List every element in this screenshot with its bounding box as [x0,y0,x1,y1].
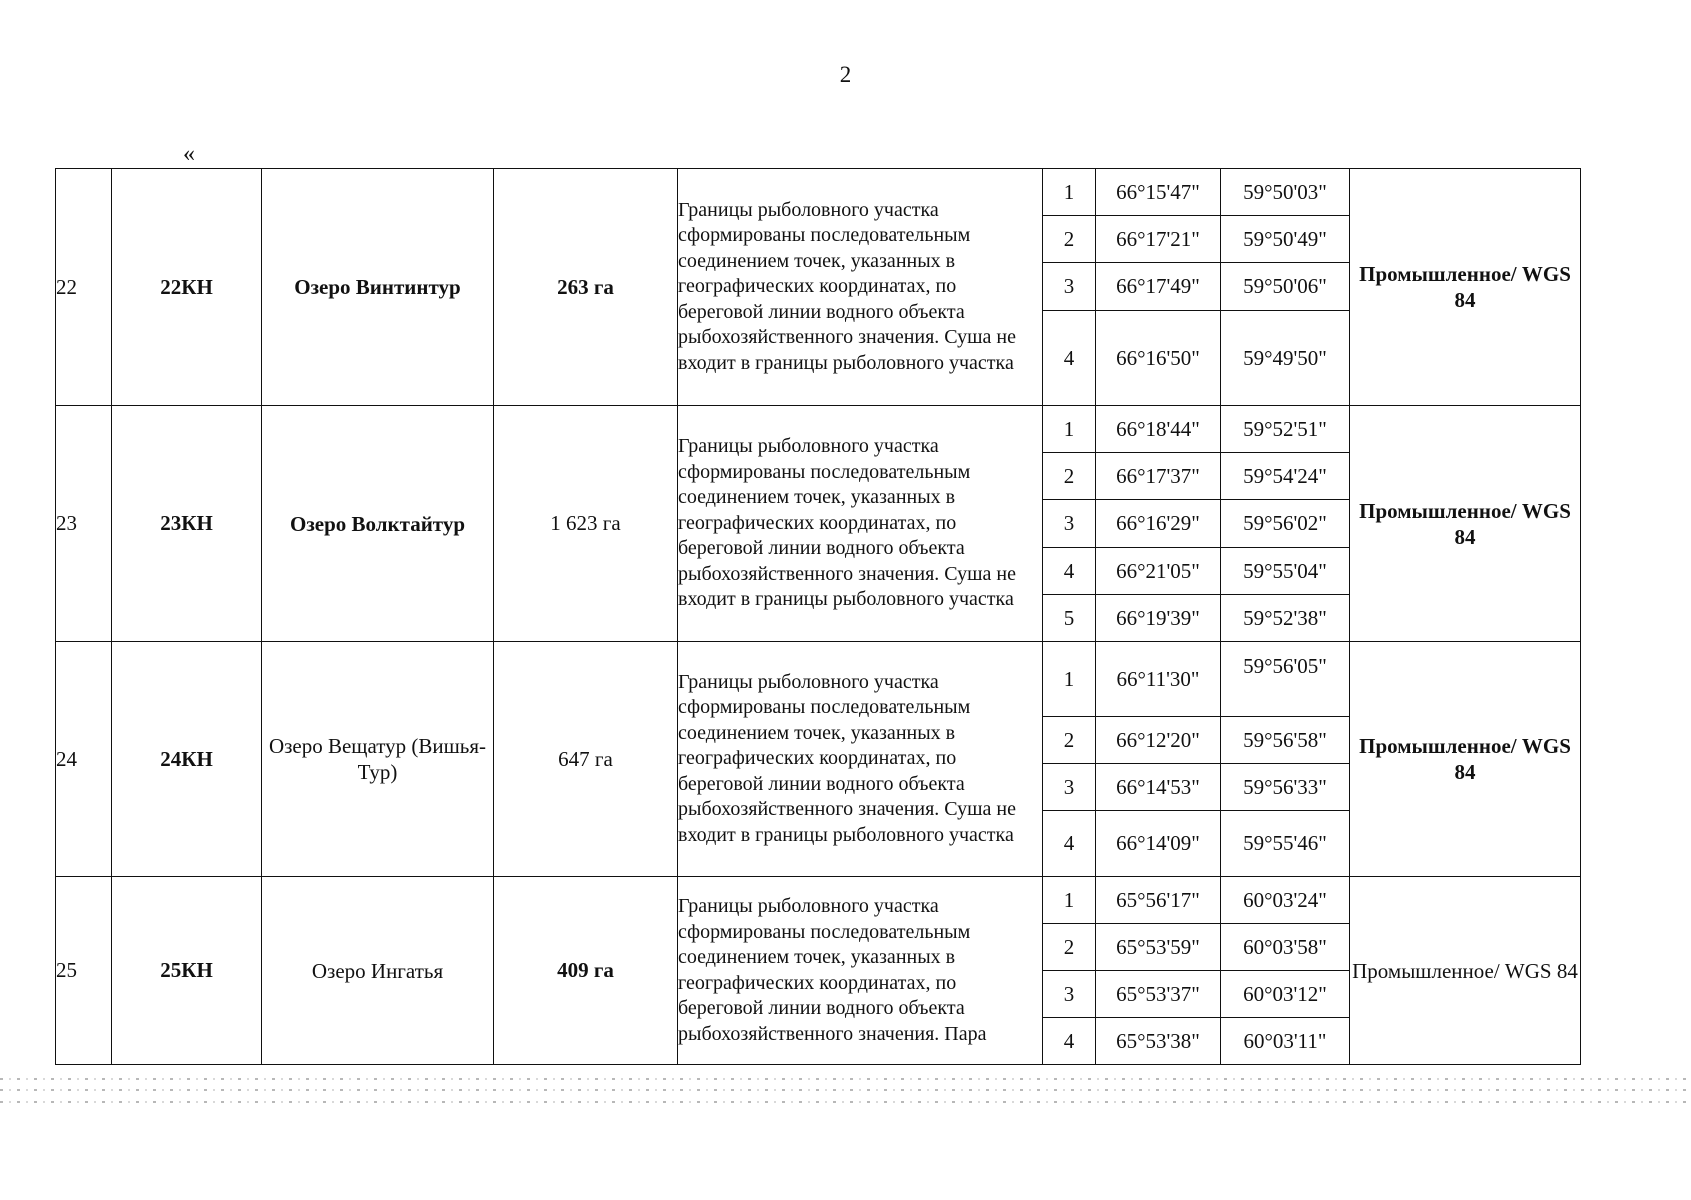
longitude: 60°03'24" [1221,877,1350,924]
area-size: 409 га [494,877,678,1065]
fishing-areas-table [55,168,1581,1065]
row-number: 23 [56,406,112,642]
longitude: 59°55'04" [1221,548,1350,595]
point-number: 5 [1043,595,1096,642]
page-number: 2 [839,62,852,87]
longitude: 59°56'02" [1221,500,1350,548]
opening-quote-mark: « [183,141,195,167]
boundary-description: Границы рыболовного участка сформированы последовательным соединением точек, указанных в географических координатах, по береговой линии водного объекта рыбохозяйственного значения. Суша не входит в границы рыболовного участка [678,642,1043,877]
latitude: 66°17'49" [1096,263,1221,311]
latitude: 66°17'21" [1096,216,1221,263]
row-number: 25 [56,877,112,1065]
longitude: 59°56'33" [1221,764,1350,811]
row-number: 24 [56,642,112,877]
row-number: 22 [56,169,112,406]
latitude: 66°12'20" [1096,717,1221,764]
purpose-system: Промышленное/ WGS 84 [1350,877,1581,1065]
point-number: 4 [1043,811,1096,877]
latitude: 66°21'05" [1096,548,1221,595]
point-number: 4 [1043,1018,1096,1065]
area-size: 263 га [494,169,678,406]
point-number: 3 [1043,971,1096,1018]
point-number: 1 [1043,406,1096,453]
longitude: 59°54'24" [1221,453,1350,500]
area-size: 647 га [494,642,678,877]
boundary-description: Границы рыболовного участка сформированы последовательным соединением точек, указанных в географических координатах, по береговой линии водного объекта рыбохозяйственного значения. Суша не входит в границы рыболовного участка [678,406,1043,642]
point-number: 2 [1043,216,1096,263]
longitude: 59°50'06" [1221,263,1350,311]
table-row [56,642,1581,717]
point-number: 3 [1043,500,1096,548]
point-number: 1 [1043,169,1096,216]
longitude: 59°50'03" [1221,169,1350,216]
latitude: 65°53'38" [1096,1018,1221,1065]
latitude: 66°16'50" [1096,311,1221,406]
point-number: 4 [1043,548,1096,595]
latitude: 66°15'47" [1096,169,1221,216]
table-row [56,877,1581,924]
latitude: 65°53'37" [1096,971,1221,1018]
point-number: 1 [1043,877,1096,924]
area-size: 1 623 га [494,406,678,642]
boundary-description: Границы рыболовного участка сформированы последовательным соединением точек, указанных в географических координатах, по береговой линии водного объекта рыбохозяйственного значения. Пара [678,877,1043,1065]
longitude: 60°03'12" [1221,971,1350,1018]
purpose-system: Промышленное/ WGS 84 [1350,642,1581,877]
point-number: 2 [1043,924,1096,971]
area-code: 24КН [112,642,262,877]
table-row [56,406,1581,453]
point-number: 2 [1043,717,1096,764]
latitude: 65°56'17" [1096,877,1221,924]
table-row [56,169,1581,216]
point-number: 1 [1043,642,1096,717]
point-number: 3 [1043,263,1096,311]
longitude: 59°52'51" [1221,406,1350,453]
latitude: 66°16'29" [1096,500,1221,548]
purpose-system: Промышленное/ WGS 84 [1350,169,1581,406]
longitude: 59°56'58" [1221,717,1350,764]
latitude: 66°11'30" [1096,642,1221,717]
longitude: 59°52'38" [1221,595,1350,642]
longitude: 59°49'50" [1221,311,1350,406]
purpose-system: Промышленное/ WGS 84 [1350,406,1581,642]
water-body-name: Озеро Винтинтур [262,169,494,406]
latitude: 66°18'44" [1096,406,1221,453]
longitude: 59°56'05" [1221,642,1350,717]
longitude: 59°55'46" [1221,811,1350,877]
area-code: 22КН [112,169,262,406]
water-body-name: Озеро Вещатур (Вишья-Тур) [262,642,494,877]
longitude: 60°03'11" [1221,1018,1350,1065]
latitude: 66°17'37" [1096,453,1221,500]
water-body-name: Озеро Ингатья [262,877,494,1065]
longitude: 59°50'49" [1221,216,1350,263]
point-number: 3 [1043,764,1096,811]
area-code: 23КН [112,406,262,642]
point-number: 2 [1043,453,1096,500]
scan-artifact-lines [0,1074,1691,1110]
longitude: 60°03'58" [1221,924,1350,971]
water-body-name: Озеро Волктайтур [262,406,494,642]
boundary-description: Границы рыболовного участка сформированы последовательным соединением точек, указанных в географических координатах, по береговой линии водного объекта рыбохозяйственного значения. Суша не входит в границы рыболовного участка [678,169,1043,406]
latitude: 66°14'53" [1096,764,1221,811]
area-code: 25КН [112,877,262,1065]
latitude: 66°19'39" [1096,595,1221,642]
latitude: 66°14'09" [1096,811,1221,877]
latitude: 65°53'59" [1096,924,1221,971]
point-number: 4 [1043,311,1096,406]
